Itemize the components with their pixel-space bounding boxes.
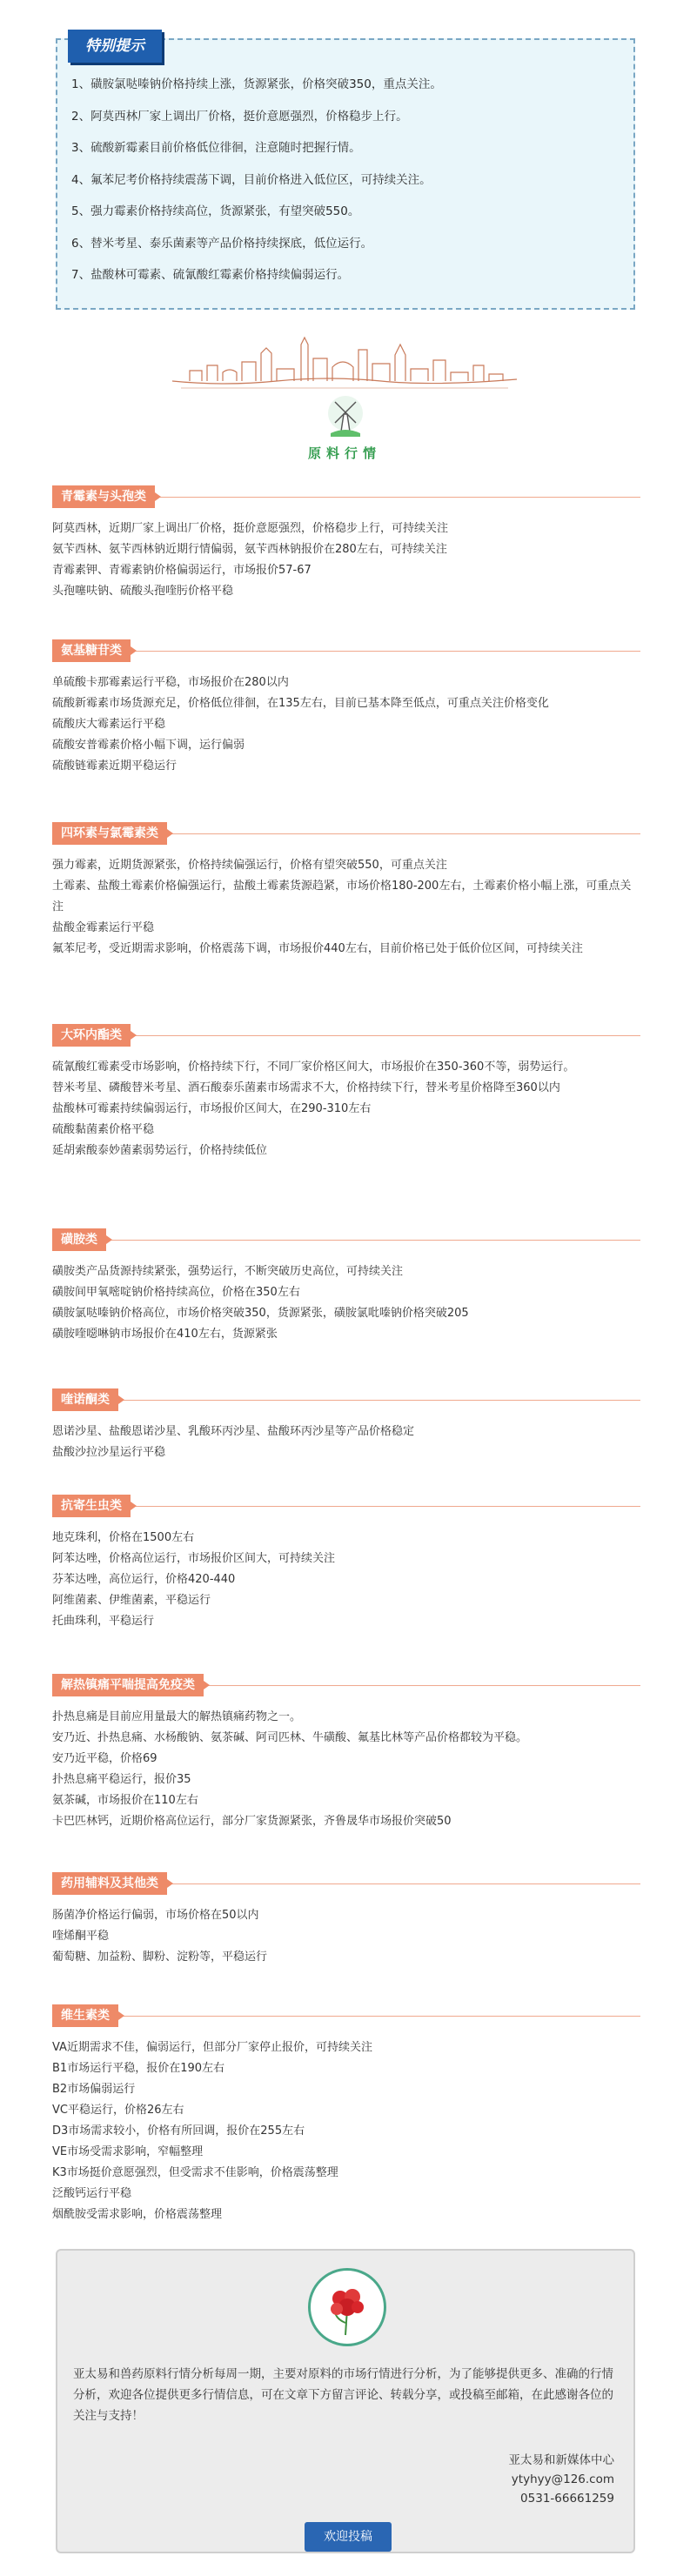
carnation-icon bbox=[311, 2271, 384, 2344]
category-line: 强力霉素，近期货源紧张，价格持续偏强运行，价格有望突破550，可重点关注 bbox=[52, 859, 447, 872]
category-lines bbox=[52, 1707, 640, 1832]
category-lines bbox=[52, 1528, 640, 1632]
category-line: VA近期需求不佳，偏弱运行，但部分厂家停止报价，可持续关注 bbox=[52, 2041, 372, 2054]
category-line: D3市场需求较小，价格有所回调，报价在255左右 bbox=[52, 2124, 305, 2138]
category-block bbox=[52, 1672, 640, 1832]
submit-article-button[interactable]: 欢迎投稿 bbox=[305, 2522, 392, 2552]
category-line: 硫酸链霉素近期平稳运行 bbox=[52, 759, 178, 773]
category-lines bbox=[52, 855, 640, 960]
category-header bbox=[52, 820, 640, 846]
category-block bbox=[52, 1493, 640, 1632]
category-lines bbox=[52, 1057, 640, 1161]
category-line: 磺胺类产品货源持续紧张，强势运行，不断突破历史高位，可持续关注 bbox=[52, 1265, 404, 1278]
category-line: 肠菌净价格运行偏弱，市场价格在50以内 bbox=[52, 1909, 259, 1922]
category-line: B2市场偏弱运行 bbox=[52, 2083, 136, 2096]
divider bbox=[52, 2016, 640, 2017]
category-header bbox=[52, 1672, 640, 1698]
category-tag: 四环素与氯霉素类 bbox=[52, 822, 167, 845]
category-line: 盐酸沙拉沙星运行平稳 bbox=[52, 1446, 166, 1459]
category-line: 磺胺喹噁啉钠市场报价在410左右，货源紧张 bbox=[52, 1328, 278, 1341]
footer-description: 亚太易和兽药原料行情分析每周一期，主要对原料的市场行情进行分析，为了能够提供更多、准确的行情分析，欢迎各位提供更多行情信息，可在文章下方留言评论、转载分享，或投稿至邮箱，在此感谢各位的关注与支持！ bbox=[73, 2367, 613, 2423]
divider bbox=[52, 1400, 640, 1401]
category-line: 烟酰胺受需求影响，价格震荡整理 bbox=[52, 2208, 223, 2221]
category-line: 头孢噻呋钠、硫酸头孢喹肟价格平稳 bbox=[52, 585, 234, 598]
city-skyline-illustration bbox=[172, 318, 517, 397]
notice-item: 1、磺胺氯哒嗪钠价格持续上涨，货源紧张，价格突破350，重点关注。 bbox=[71, 77, 442, 91]
category-line: VC平稳运行，价格26左右 bbox=[52, 2104, 184, 2117]
category-line: 芬苯达唑，高位运行，价格420-440 bbox=[52, 1573, 236, 1586]
category-line: 阿莫西林，近期厂家上调出厂价格，挺价意愿强烈，价格稳步上行，可持续关注 bbox=[52, 522, 449, 535]
category-line: 单硫酸卡那霉素运行平稳，市场报价在280以内 bbox=[52, 676, 289, 689]
category-line: K3市场挺价意愿强烈，但受需求不佳影响，价格震荡整理 bbox=[52, 2166, 338, 2179]
category-line: 磺胺氯哒嗪钠价格高位，市场价格突破350，货源紧张，磺胺氯吡嗪钠价格突破205 bbox=[52, 1307, 469, 1320]
category-tag: 喹诺酮类 bbox=[52, 1388, 118, 1411]
notice-item: 7、盐酸林可霉素、硫氰酸红霉素价格持续偏弱运行。 bbox=[71, 268, 350, 282]
notice-item: 2、阿莫西林厂家上调出厂价格，挺价意愿强烈，价格稳步上行。 bbox=[71, 109, 408, 124]
category-line: 盐酸林可霉素持续偏弱运行，市场报价区间大，在290-310左右 bbox=[52, 1102, 372, 1115]
category-line: 阿维菌素、伊维菌素，平稳运行 bbox=[52, 1594, 211, 1607]
section-title: 原料行情 bbox=[307, 445, 381, 461]
category-line: 青霉素钾、青霉素钠价格偏弱运行，市场报价57-67 bbox=[52, 564, 312, 577]
category-header bbox=[52, 1387, 640, 1413]
category-line: VE市场受需求影响，窄幅整理 bbox=[52, 2145, 204, 2158]
category-line: 盐酸金霉素运行平稳 bbox=[52, 921, 155, 934]
category-header bbox=[52, 1493, 640, 1519]
category-line: 氨苄西林、氨苄西林钠近期行情偏弱，氨苄西林钠报价在280左右，可持续关注 bbox=[52, 543, 447, 556]
category-tag: 药用辅料及其他类 bbox=[52, 1872, 167, 1895]
category-line: 硫酸黏菌素价格平稳 bbox=[52, 1123, 155, 1136]
special-notice-box bbox=[56, 38, 635, 310]
category-line: 阿苯达唑，价格高位运行，市场报价区间大，可持续关注 bbox=[52, 1552, 336, 1565]
category-line: 安乃近、扑热息痛、水杨酸钠、氨茶碱、阿司匹林、牛磺酸、氟基比林等产品价格都较为平稳。 bbox=[52, 1731, 528, 1744]
divider bbox=[52, 651, 640, 652]
category-header bbox=[52, 484, 640, 510]
category-line: 硫氰酸红霉素受市场影响，价格持续下行，不同厂家价格区间大，市场报价在350-360不等，弱势运行。 bbox=[52, 1061, 575, 1074]
category-line: 替米考星、磷酸替米考星、酒石酸泰乐菌素市场需求不大，价格持续下行，替米考星价格降至360以内 bbox=[52, 1081, 560, 1094]
category-line: 托曲珠利，平稳运行 bbox=[52, 1615, 155, 1628]
category-line: 葡萄糖、加益粉、脚粉、淀粉等，平稳运行 bbox=[52, 1950, 268, 1964]
notice-item: 3、硫酸新霉素目前价格低位徘徊，注意随时把握行情。 bbox=[71, 141, 361, 155]
category-lines bbox=[52, 1261, 640, 1345]
category-header bbox=[52, 2003, 640, 2029]
category-block bbox=[52, 820, 640, 960]
category-line: 延胡索酸泰妙菌素弱势运行，价格持续低位 bbox=[52, 1144, 268, 1157]
category-tag: 磺胺类 bbox=[52, 1228, 106, 1251]
category-line: 扑热息痛平稳运行，报价35 bbox=[52, 1773, 191, 1786]
category-line: 卡巴匹林钙，近期价格高位运行，部分厂家货源紧张，齐鲁晟华市场报价突破50 bbox=[52, 1815, 452, 1828]
category-line: 氟苯尼考，受近期需求影响，价格震荡下调，市场报价440左右，目前价格已处于低价位区间，可持续关注 bbox=[52, 942, 583, 955]
category-line: 恩诺沙星、盐酸恩诺沙星、乳酸环丙沙星、盐酸环丙沙星等产品价格稳定 bbox=[52, 1425, 415, 1438]
category-tag: 氨基糖苷类 bbox=[52, 639, 131, 662]
category-line: 硫酸安普霉素价格小幅下调，运行偏弱 bbox=[52, 739, 245, 752]
category-block bbox=[52, 1022, 640, 1161]
category-lines bbox=[52, 1422, 640, 1463]
category-block bbox=[52, 638, 640, 777]
divider bbox=[52, 1240, 640, 1241]
category-lines bbox=[52, 672, 640, 777]
category-line: 硫酸新霉素市场货源充足，价格低位徘徊，在135左右，目前已基本降至低点，可重点关注价格变化 bbox=[52, 697, 549, 710]
category-line: B1市场运行平稳，报价在190左右 bbox=[52, 2062, 225, 2075]
category-lines bbox=[52, 1905, 640, 1968]
category-tag: 解热镇痛平喘提高免疫类 bbox=[52, 1674, 204, 1696]
notice-item: 6、替米考星、泰乐菌素等产品价格持续探底，低位运行。 bbox=[71, 236, 373, 251]
category-header bbox=[52, 1227, 640, 1253]
category-tag: 青霉素与头孢类 bbox=[52, 485, 155, 508]
category-lines bbox=[52, 2037, 640, 2225]
footer-phone: 0531-66661259 bbox=[520, 2492, 614, 2506]
category-line: 泛酸钙运行平稳 bbox=[52, 2187, 132, 2200]
category-line: 磺胺间甲氧嘧啶钠价格持续高位，价格在350左右 bbox=[52, 1286, 300, 1299]
category-block bbox=[52, 1387, 640, 1463]
footer-contact bbox=[423, 2451, 614, 2508]
divider bbox=[52, 1506, 640, 1507]
category-header bbox=[52, 638, 640, 664]
category-lines bbox=[52, 519, 640, 602]
category-tag: 维生素类 bbox=[52, 2004, 118, 2027]
divider bbox=[52, 1035, 640, 1036]
category-tag: 抗寄生虫类 bbox=[52, 1495, 131, 1517]
category-block bbox=[52, 1227, 640, 1345]
notice-tag: 特别提示 bbox=[68, 30, 162, 63]
category-block bbox=[52, 1870, 640, 1968]
flower-logo-icon bbox=[308, 2268, 386, 2346]
category-line: 喹烯酮平稳 bbox=[52, 1930, 110, 1943]
category-block bbox=[52, 2003, 640, 2225]
notice-list bbox=[71, 77, 620, 299]
category-header bbox=[52, 1022, 640, 1048]
footer-email[interactable]: ytyhyy@126.com bbox=[511, 2472, 614, 2486]
category-line: 扑热息痛是目前应用量最大的解热镇痛药物之一。 bbox=[52, 1710, 302, 1723]
category-line: 安乃近平稳，价格69 bbox=[52, 1752, 157, 1765]
category-block bbox=[52, 484, 640, 602]
category-header bbox=[52, 1870, 640, 1897]
category-line: 硫酸庆大霉素运行平稳 bbox=[52, 718, 166, 731]
windmill-icon bbox=[327, 395, 364, 438]
footer-card bbox=[56, 2249, 635, 2553]
notice-item: 4、氟苯尼考价格持续震荡下调，目前价格进入低位区，可持续关注。 bbox=[71, 172, 432, 187]
category-line: 氨茶碱，市场报价在110左右 bbox=[52, 1794, 198, 1807]
category-line: 土霉素、盐酸土霉素价格偏强运行，盐酸土霉素货源趋紧，市场价格180-200左右，土霉素价格小幅上涨，可重点关注 bbox=[52, 880, 632, 913]
notice-item: 5、强力霉素价格持续高位，货源紧张，有望突破550。 bbox=[71, 204, 360, 218]
category-tag: 大环内酯类 bbox=[52, 1024, 131, 1047]
category-line: 地克珠利，价格在1500左右 bbox=[52, 1531, 195, 1544]
footer-org: 亚太易和新媒体中心 bbox=[508, 2453, 614, 2467]
